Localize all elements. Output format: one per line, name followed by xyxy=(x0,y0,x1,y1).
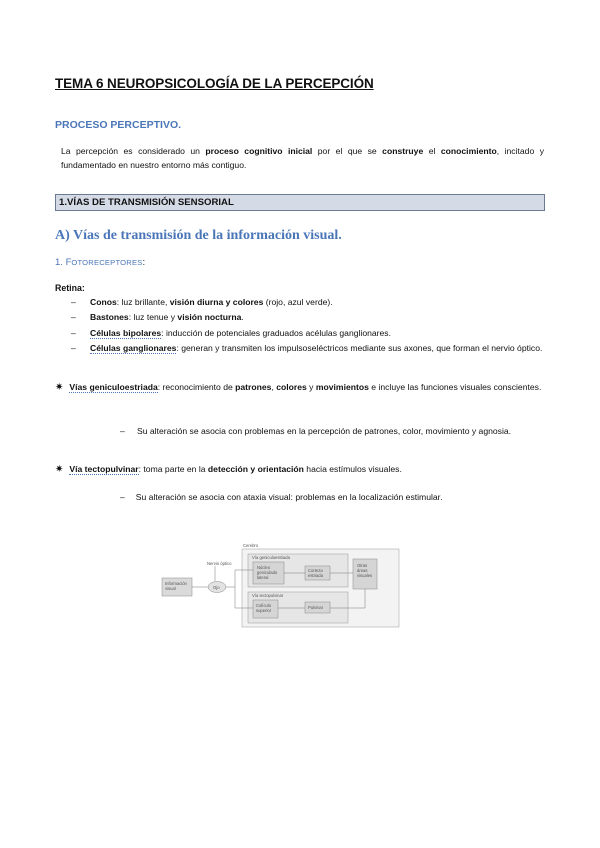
svg-text:Núcleo: Núcleo xyxy=(257,565,271,570)
svg-text:Ojo: Ojo xyxy=(213,585,220,590)
svg-text:visuales: visuales xyxy=(357,573,373,578)
list-item: – Células ganglionares: generan y transmiten los impulsoseléctricos mediante sus axones, que forman el nervio óptico. xyxy=(71,342,543,353)
list-item: – Conos: luz brillante, visión diurna y colores (rojo, azul verde). xyxy=(71,297,333,307)
svg-text:visual: visual xyxy=(165,586,176,591)
retina-bullet-list xyxy=(71,295,545,356)
cerebro-label: Cerebro xyxy=(243,543,259,548)
proceso-heading: PROCESO PERCEPTIVO. xyxy=(55,119,182,131)
svg-text:áreas: áreas xyxy=(357,568,368,573)
star-bullet-icon: ✷ xyxy=(55,464,64,475)
nervio-label: Nervio óptico xyxy=(207,561,232,566)
via-geniculoestriada-paragraph: ✷ Vías geniculoestriada: reconocimiento de patrones, colores y movimientos e incluye las funciones visuales conscientes. xyxy=(55,382,542,393)
svg-text:Otras: Otras xyxy=(357,563,368,568)
page-title: TEMA 6 NEUROPSICOLOGÍA DE LA PERCEPCIÓN xyxy=(55,76,374,91)
svg-text:estriada: estriada xyxy=(308,573,323,578)
via-tectopulvinar-paragraph: ✷ Vía tectopulvinar: toma parte en la detección y orientación hacia estímulos visuales. xyxy=(55,464,402,475)
svg-text:Pulvinar: Pulvinar xyxy=(308,605,324,610)
section-heading-vias: 1.VÍAS DE TRANSMISIÓN SENSORIAL xyxy=(55,194,545,211)
list-item: – Bastones: luz tenue y visión nocturna. xyxy=(71,312,244,323)
tecto-label: Vía tectopulvinar xyxy=(252,593,284,598)
geniculo-label: Vía geniculoestriada xyxy=(252,555,290,560)
via-tectopulvinar-sub-item: – Su alteración se asocia con ataxia visual: problemas en la localización estimular. xyxy=(120,492,443,502)
svg-text:lateral: lateral xyxy=(257,575,269,580)
retina-label: Retina: xyxy=(55,283,85,293)
fotoreceptores-heading: 1. FOTORECEPTORES: xyxy=(55,257,146,268)
star-bullet-icon: ✷ xyxy=(55,382,64,393)
via-geniculoestriada-sub-item: – Su alteración se asocia con problemas en la percepción de patrones, color, movimiento y agnosia. xyxy=(120,426,512,436)
svg-text:Corteza: Corteza xyxy=(308,568,323,573)
svg-text:Colículo: Colículo xyxy=(256,603,272,608)
list-item: – Células bipolares: inducción de potenciales graduados acélulas ganglionares. xyxy=(71,327,391,338)
subsection-heading-visual: A) Vías de transmisión de la información visual. xyxy=(55,228,342,243)
intro-paragraph: La percepción es considerado un proceso cognitivo inicial por el que se construye el conocimiento, incitado y fundamentado en nuestro entorno más contiguo. xyxy=(61,146,544,170)
visual-pathway-diagram xyxy=(160,540,410,630)
svg-text:Información: Información xyxy=(165,581,187,586)
svg-text:geniculado: geniculado xyxy=(257,570,278,575)
svg-text:superior: superior xyxy=(256,608,272,613)
